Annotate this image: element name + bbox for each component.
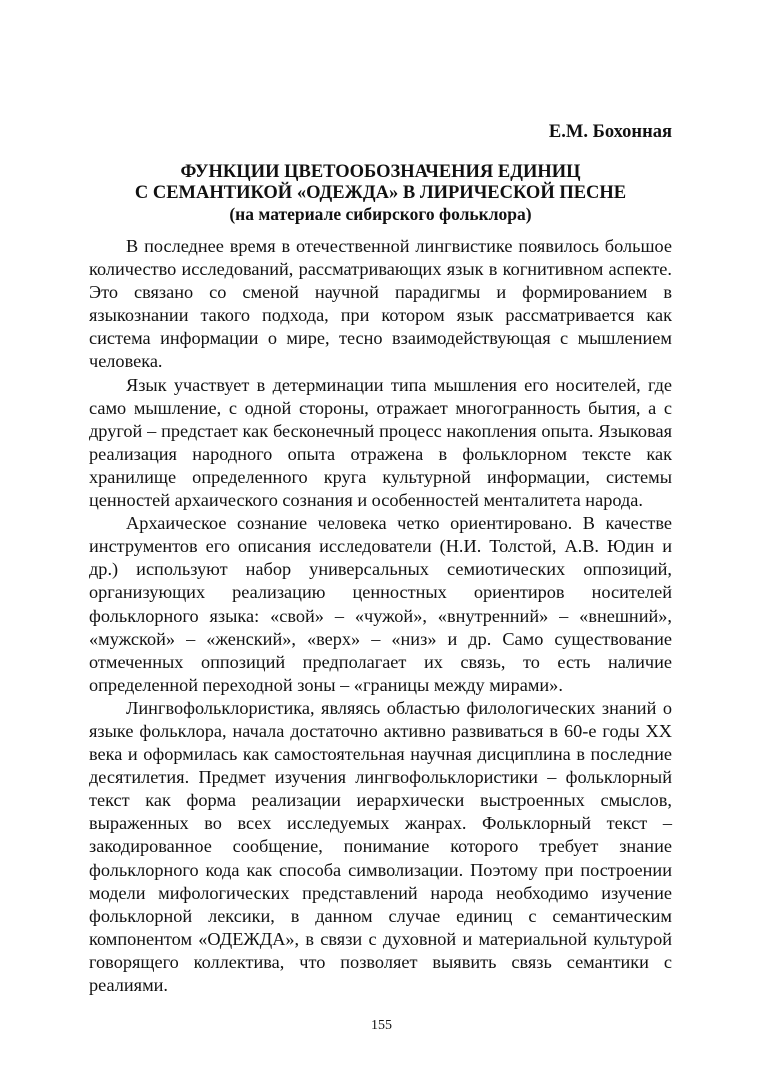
paragraph: Архаическое сознание человека четко ориентировано. В качестве инструментов его описания исследователи (Н.И. Толстой, А.В. Юдин и др.) используют набор универсальных семиотических оппозиций, организующих реализацию ценностных ориентиров носителей фольклорного языка: «свой» – «чужой», «внутренний» – «внешний», «мужской» – «женский», «верх» – «низ» и др. Само существование отмеченных оппозиций предполагает их связь, то есть наличие определенной переходной зоны – «границы между мирами».	[89, 513, 672, 695]
paragraph: Язык участвует в детерминации типа мышления его носителей, где само мышление, с одной стороны, отражает многогранность бытия, а с другой – предстает как бесконечный процесс накопления опыта. Языковая реализация народного опыта отражена в фольклорном тексте как хранилище определенного круга культурной информации, системы ценностей архаического сознания и особенностей менталитета народа.	[89, 374, 672, 511]
title-line: ФУНКЦИИ ЦВЕТООБОЗНАЧЕНИЯ ЕДИНИЦ	[180, 162, 581, 182]
page-number: 155	[371, 1018, 392, 1033]
title-line: С СЕМАНТИКОЙ «ОДЕЖДА» В ЛИРИЧЕСКОЙ ПЕСНЕ	[134, 183, 627, 203]
page-content	[89, 120, 672, 997]
author-name: Е.М. Бохонная	[548, 122, 672, 142]
article-subtitle: (на материале сибирского фольклора)	[229, 204, 532, 224]
paragraph: Лингвофольклористика, являясь областью филологических знаний о языке фольклора, начала достаточно активно развиваться в 60-е годы XX века и оформилась как самостоятельная научная дисциплина в последние десятилетия. Предмет изучения лингвофольклористики – фольклорный текст как форма реализации иерархически выстроенных смыслов, выраженных во всех исследуемых жанрах. Фольклорный текст – закодированное сообщение, понимание которого требует знание фольклорного кода как способа символизации. Поэтому при построении модели мифологических представлений народа необходимо изучение фольклорной лексики, в данном случае единиц с семантическим компонентом «ОДЕЖДА», в связи с духовной и материальной культурой говорящего коллектива, что позволяет выявить связь семантики с реалиями.	[89, 697, 672, 995]
article-title	[89, 162, 672, 204]
article-body	[89, 235, 672, 997]
paragraph: В последнее время в отечественной лингвистике появилось большое количество исследований, рассматривающих язык в когнитивном аспекте. Это связано со сменой научной парадигмы и формированием в языкознании такого подхода, при котором язык рассматривается как система информации о мире, тесно взаимодействующая с мышлением человека.	[89, 236, 672, 372]
